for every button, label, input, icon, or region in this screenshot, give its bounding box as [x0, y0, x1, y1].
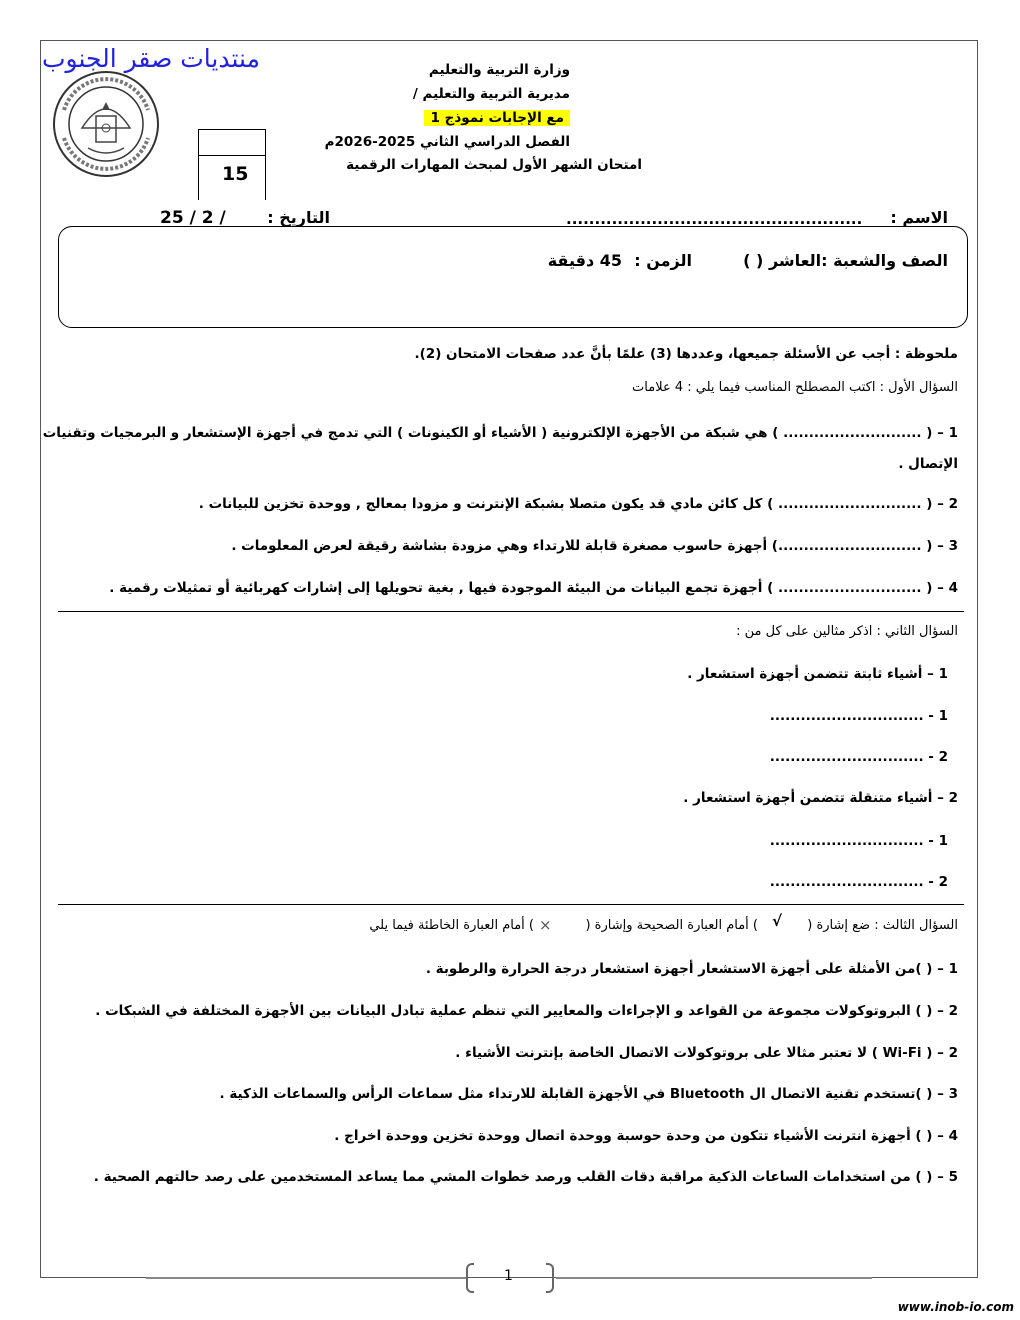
section-divider — [58, 904, 964, 905]
date-value: 25 / 2 / — [160, 208, 226, 228]
time-label: الزمن : — [634, 251, 692, 270]
jordan-ministry-seal — [52, 70, 160, 178]
q1-title: السؤال الأول : اكتب المصطلح المناسب فيما يلي : 4 علامات — [632, 380, 958, 395]
check-mark-icon: √ — [772, 912, 783, 930]
q3-title-a: السؤال الثالث : ضع إشارة ( — [807, 918, 958, 933]
q1-item-4: 4 – ( ............................ ) أجهزة تجمع البيانات من البيئة الموجودة فيها , بغية تحويلها إلى إشارات كهربائية أو تمثيلات رقمية . — [109, 580, 958, 596]
date-label: التاريخ : — [267, 208, 330, 227]
name-dots: .................................................... — [566, 210, 863, 228]
q2-blank-4: 2 - .............................. — [769, 874, 948, 890]
directorate-name: مديرية التربية والتعليم / — [412, 86, 570, 102]
q1-item-1: 1 – ( ........................... ) هي شبكة من الأجهزة الإلكترونية ( الأشياء أو الكينونات ) التي تدمج في أجهزة الإستشعار و البرمجيات وتقنيات — [42, 425, 958, 441]
footer-rule-right — [556, 1277, 872, 1279]
q3-item-5: 4 – ( ) أجهزة انترنت الأشياء تتكون من وحدة حوسبة ووحدة اتصال ووحدة تخزين ووحدة اخراج . — [334, 1128, 958, 1144]
semester-label: الفصل الدراسي الثاني 2025-2026م — [324, 134, 570, 150]
total-score: 15 — [222, 163, 249, 185]
q3-title-b: ) أمام العبارة الصحيحة وإشارة ( — [585, 918, 758, 933]
site-url: www.inob-io.com — [897, 1300, 1014, 1314]
page-bracket-right — [546, 1263, 554, 1293]
q3-item-3: 2 – ( Wi-Fi ) لا تعتبر مثالا على بروتوكولات الاتصال الخاصة بإنترنت الأشياء . — [455, 1045, 958, 1061]
student-info-box — [58, 226, 968, 328]
exam-note: ملحوظة : أجب عن الأسئلة جميعها، وعددها (3) علمًا بأنَّ عدد صفحات الامتحان (2). — [414, 346, 958, 362]
name-label: الاسم : — [890, 208, 948, 227]
time-value: 45 دقيقة — [547, 251, 622, 270]
q1-item-2: 2 – ( ............................ ) كل كائن مادي قد يكون متصلا بشبكة الإنترنت و مزودا بمعالج , ووحدة تخزين للبيانات . — [198, 496, 958, 512]
q3-item-4: 3 – ( )تستخدم تقنية الاتصال ال Bluetooth في الأجهزة القابلة للارتداء مثل سماعات الرأس والسماعات الذكية . — [219, 1086, 958, 1102]
page-number: 1 — [504, 1268, 513, 1284]
q3-item-2: 2 – ( ) البروتوكولات مجموعة من القواعد و الإجراءات والمعايير التي تنظم عملية تبادل البيانات بين الأجهزة المختلفة في الشبكات . — [95, 1003, 958, 1019]
q2-part-2: 2 – أشياء متنقلة تتضمن أجهزة استشعار . — [683, 790, 958, 806]
q3-item-6: 5 – ( ) من استخدامات الساعات الذكية مراقبة دقات القلب ورصد خطوات المشي مما يساعد المستخدمين على رصد حالتهم الصحية . — [93, 1169, 958, 1185]
class-label: الصف والشعبة :العاشر ( ) — [743, 251, 948, 270]
exam-title: امتحان الشهر الأول لمبحث المهارات الرقمية — [346, 157, 642, 173]
q1-item-3: 3 – ( ............................) أجهزة حاسوب مصغرة قابلة للارتداء وهي مزودة بشاشة رقيقة لعرض المعلومات . — [231, 538, 958, 554]
q2-blank-2: 2 - .............................. — [769, 749, 948, 765]
answers-label: مع الإجابات نموذج 1 — [424, 110, 570, 126]
q3-item-1: 1 – ( )من الأمثلة على أجهزة الاستشعار أجهزة استشعار درجة الحرارة والرطوبة . — [425, 961, 958, 977]
q2-blank-3: 1 - .............................. — [769, 833, 948, 849]
q2-title: السؤال الثاني : اذكر مثالين على كل من : — [736, 624, 958, 639]
page-bracket-left — [466, 1263, 474, 1293]
section-divider — [58, 611, 964, 612]
forum-name: منتديات صقر الجنوب — [42, 44, 260, 73]
q3-title-c: ) أمام العبارة الخاطئة فيما يلي — [369, 918, 534, 933]
cross-mark-icon: × — [539, 916, 552, 934]
q2-blank-1: 1 - .............................. — [769, 708, 948, 724]
q1-item-1-cont: الإتصال . — [898, 456, 958, 472]
q2-part-1: 1 – أشياء ثابتة تتضمن أجهزة استشعار . — [687, 666, 948, 682]
footer-rule-left — [146, 1277, 466, 1279]
ministry-name: وزارة التربية والتعليم — [428, 62, 570, 78]
